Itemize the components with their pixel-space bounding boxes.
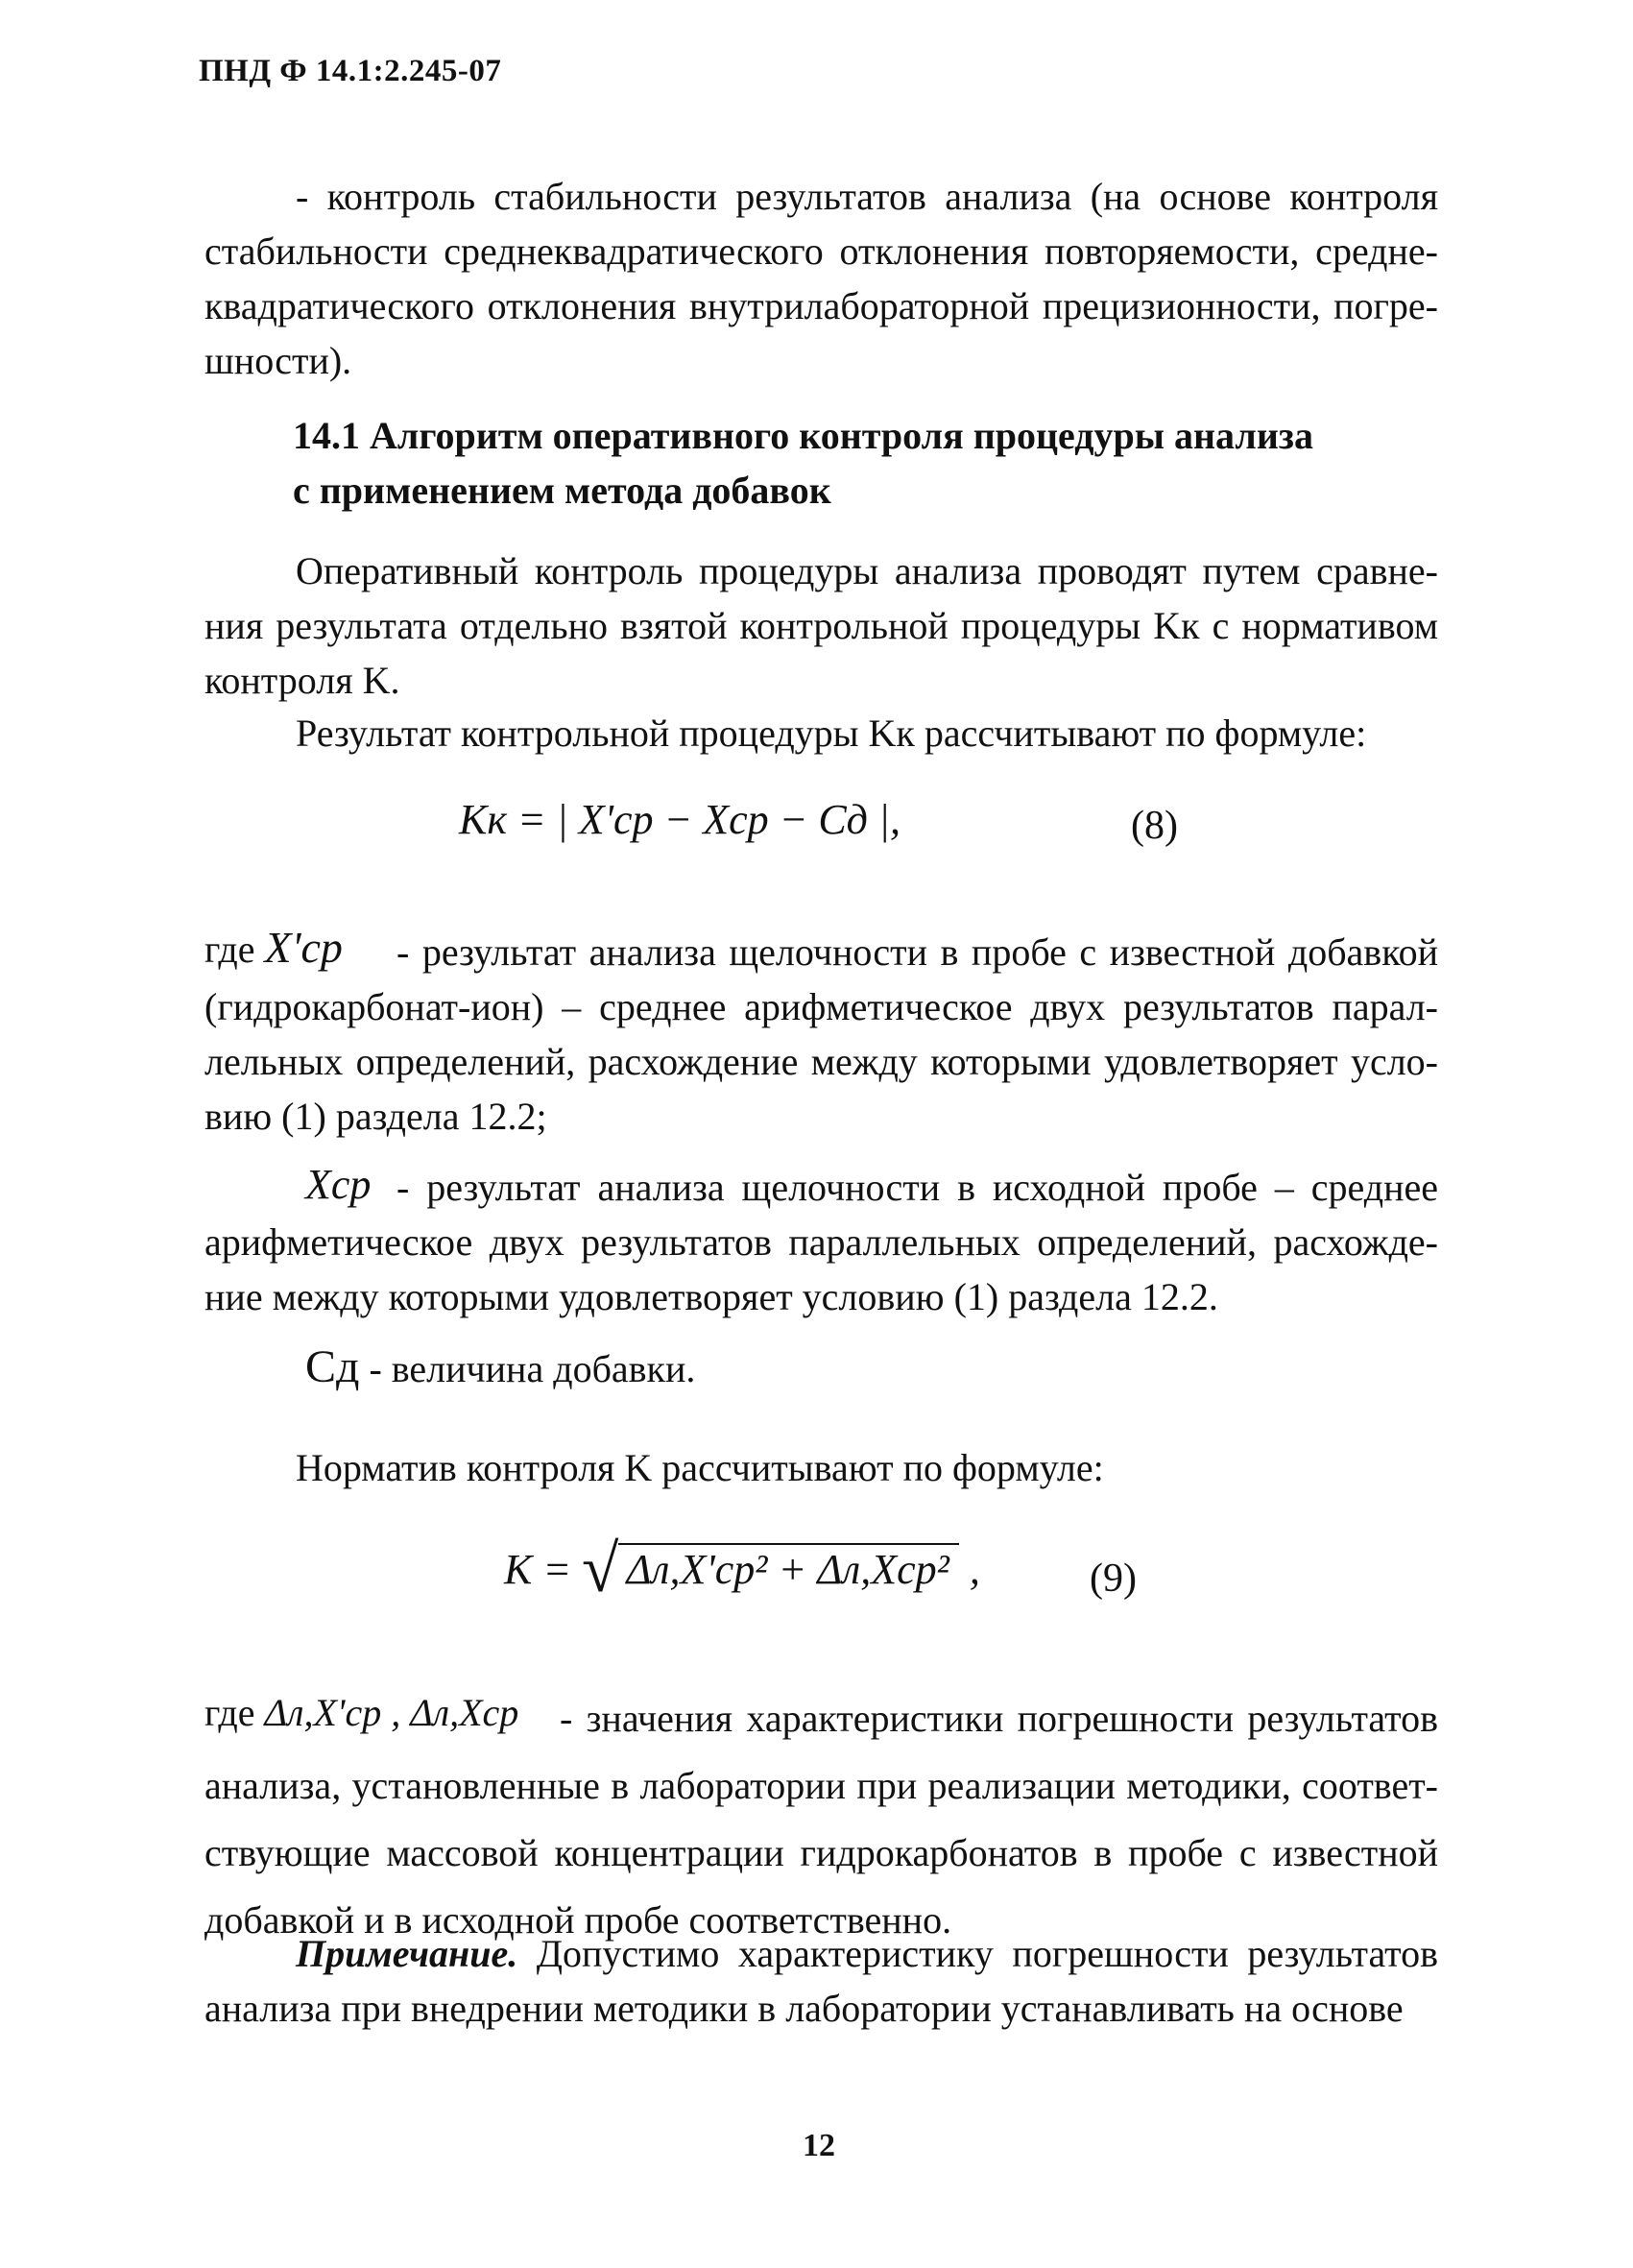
definition-c [305,1339,695,1396]
formula-9-number: (9) [1090,1556,1137,1601]
paragraph-result-formula-intro: Результат контрольной процедуры Kк рассчитывают по формуле: [296,712,1367,755]
formula-8-rhs: = | X'ср − Xср − Cд |, [516,796,901,843]
paragraph-operative-control: Оперативный контроль процедуры анализа проводят путем сравне-ния результата отдельно взятой контрольной процедуры Kк с нормативом контроля K. [204,549,1438,702]
formula-9-term1: Δл,X'ср² [626,1546,768,1593]
section-heading [293,408,1313,518]
delta-symbols: Δл,X'ср , Δл,Xср [264,1691,519,1734]
formula-8 [459,795,901,844]
formula-9-radicand: Δл,X'ср² + Δл,Xср² [618,1543,958,1594]
paragraph-norm-formula-intro: Норматив контроля K рассчитывают по формуле: [296,1446,1104,1489]
formula-9-term2: Δл,Xср² [817,1546,949,1593]
note-title: Примечание. [296,1932,518,1975]
section-heading-line2: с применением метода добавок [293,469,831,512]
c-symbol: Cд [305,1341,360,1392]
note-paragraph [204,1926,1438,2036]
note-text: Допустимо характеристику погрешности результатов анализа при внедрении методики в лаборатории устанавливать на основе [204,1932,1438,2030]
section-heading-line1: 14.1 Алгоритм оперативного контроля процедуры анализа [293,414,1313,457]
page-number: 12 [803,2128,835,2163]
document-code-header: ПНД Ф 14.1:2.245-07 [199,54,502,88]
sqrt-icon: √ [582,1532,619,1606]
x-symbol: Xср [305,1161,372,1208]
definition-x-text: - результат анализа щелочности в исходной пробе – среднее арифметическое двух результатов параллельных определений, расхожде-ние между которыми удовлетворяет условию (1) раздела 12.2. [204,1166,1438,1318]
where-word: где [204,928,255,971]
definition-x-prime-text: - результат анализа щелочности в пробе с известной добавкой (гидрокарбонат-ион) – среднее арифметическое двух результатов парал-лельных определений, расхождение между которыми удовлетворяет усло-вию (1) раздела 12.2; [204,930,1438,1138]
formula-8-number: (8) [1131,804,1178,848]
formula-8-lhs: Kк [459,796,507,843]
definition-delta-text: - значения характеристики погрешности результатов анализа, установленные в лаборатории при реализации методики, соответ-ствующие массовой концентрации гидрокарбонатов в пробе с известной добавкой и в исходной пробе соответственно. [204,1697,1438,1942]
formula-9: K = √ Δл,X'ср² + Δл,Xср² , [504,1532,980,1606]
paragraph-stability-control: - контроль стабильности результатов анализа (на основе контроля стабильности среднеквадратического отклонения повторяемости, средне-квадратического отклонения внутрилабораторной прецизионности, погре-шности). [204,175,1438,382]
definition-c-text: - величина добавки. [369,1347,696,1390]
where-word-2: где [204,1691,255,1734]
x-prime-symbol: X'ср [264,923,343,972]
formula-9-lhs: K = [504,1546,572,1593]
